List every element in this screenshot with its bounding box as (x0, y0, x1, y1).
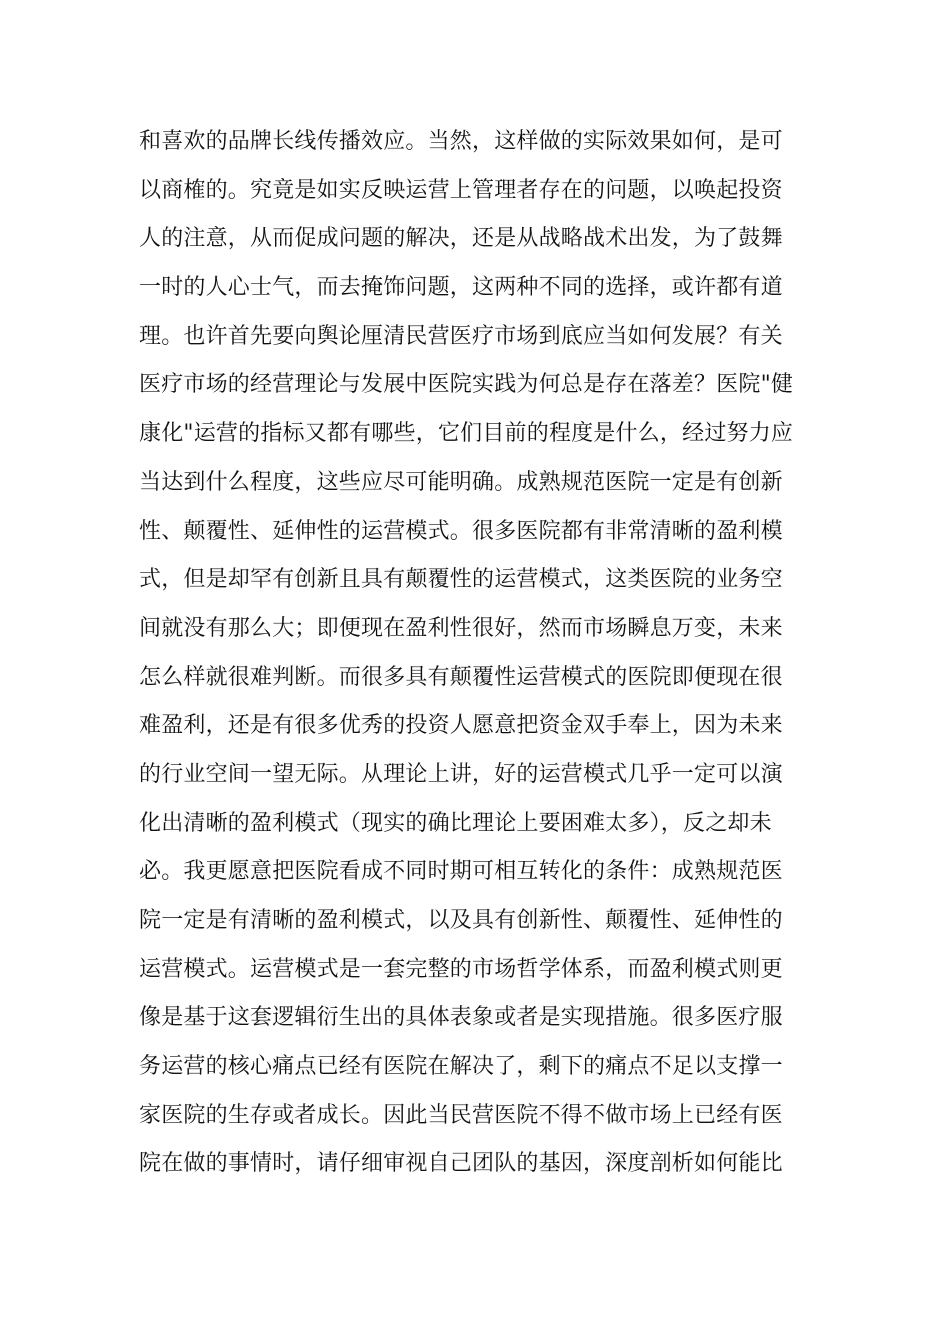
text-line: 以商榷的。究竟是如实反映运营上管理者存在的问题，以唤起投资 (139, 177, 783, 203)
text-line: 人的注意，从而促成问题的解决，还是从战略战术出发，为了鼓舞 (139, 226, 783, 252)
text-line: 式，但是却罕有创新且具有颠覆性的运营模式，这类医院的业务空 (139, 567, 783, 593)
text-line: 和喜欢的品牌长线传播效应。当然，这样做的实际效果如何，是可 (139, 129, 783, 154)
text-line: 化出清晰的盈利模式（现实的确比理论上要困难太多），反之却未 (139, 810, 772, 836)
text-line: 务运营的核心痛点已经有医院在解决了，剩下的痛点不足以支撑一 (139, 1054, 783, 1080)
text-line: 理。也许首先要向舆论厘清民营医疗市场到底应当如何发展？有关 (139, 323, 783, 349)
text-line: 当达到什么程度，这些应尽可能明确。成熟规范医院一定是有创新 (139, 469, 783, 495)
text-line: 家医院的生存或者成长。因此当民营医院不得不做市场上已经有医 (139, 1102, 783, 1128)
text-line: 怎么样就很难判断。而很多具有颠覆性运营模式的医院即便现在很 (139, 664, 783, 690)
text-line: 间就没有那么大；即便现在盈利性很好，然而市场瞬息万变，未来 (139, 615, 783, 641)
text-line: 难盈利，还是有很多优秀的投资人愿意把资金双手奉上，因为未来 (139, 713, 783, 739)
text-line: 康化"运营的指标又都有哪些，它们目前的程度是什么，经过努力应 (139, 421, 794, 447)
text-line: 医疗市场的经营理论与发展中医院实践为何总是存在落差？医院"健 (139, 372, 794, 398)
text-line: 院在做的事情时，请仔细审视自己团队的基因，深度剖析如何能比 (139, 1151, 783, 1177)
body-text (139, 118, 819, 1189)
text-line: 像是基于这套逻辑衍生出的具体表象或者是实现措施。很多医疗服 (139, 1005, 783, 1031)
text-line: 的行业空间一望无际。从理论上讲，好的运营模式几乎一定可以演 (139, 761, 783, 787)
text-line: 运营模式。运营模式是一套完整的市场哲学体系，而盈利模式则更 (139, 956, 783, 982)
text-line: 必。我更愿意把医院看成不同时期可相互转化的条件：成熟规范医 (139, 859, 783, 885)
text-line: 一时的人心士气，而去掩饰问题，这两种不同的选择，或许都有道 (139, 275, 783, 301)
text-line: 性、颠覆性、延伸性的运营模式。很多医院都有非常清晰的盈利模 (139, 518, 783, 544)
text-line: 院一定是有清晰的盈利模式，以及具有创新性、颠覆性、延伸性的 (139, 908, 783, 933)
